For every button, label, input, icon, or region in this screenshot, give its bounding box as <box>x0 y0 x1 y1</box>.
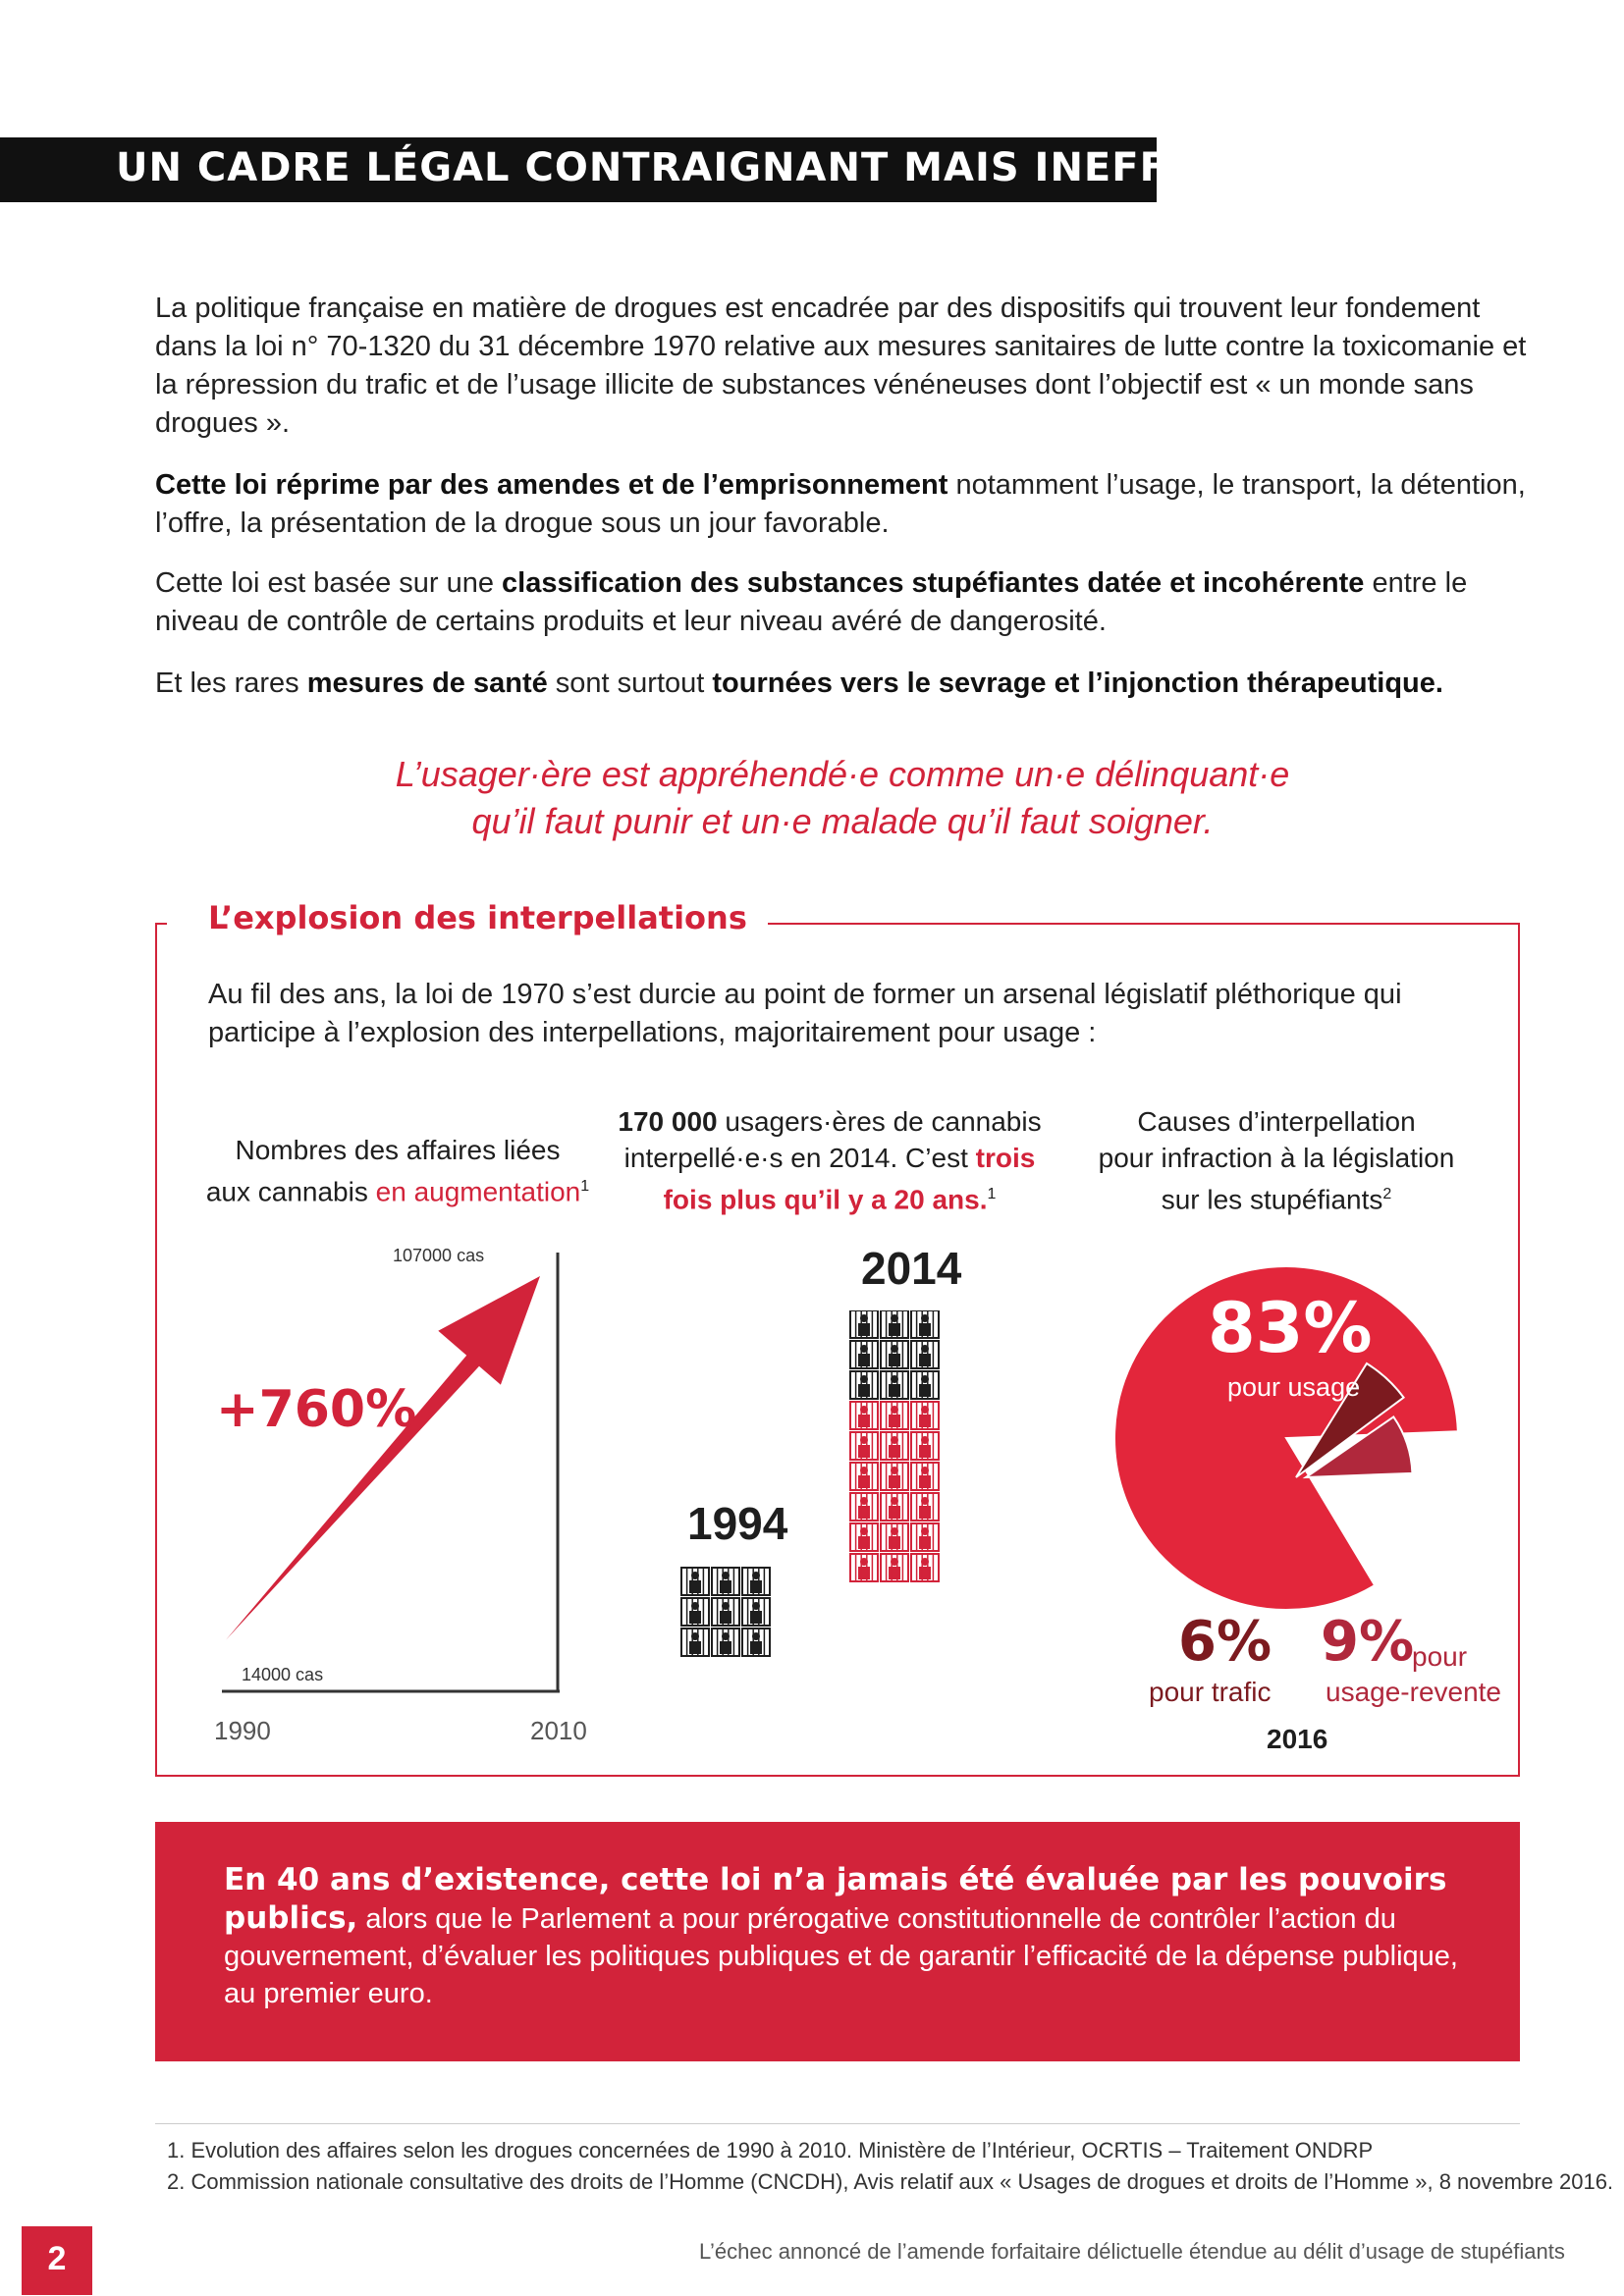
intro-p2-rest: notamment l’usage, le transport, la détention, l’offre, la présentation de la drogue sous un jour favorable. <box>155 469 1526 539</box>
growth-arrow <box>226 1276 540 1640</box>
start-value-label: 14000 cas <box>242 1665 324 1684</box>
intro-paragraph-3 <box>155 564 1530 641</box>
year-1994-label: 1994 <box>687 1498 788 1549</box>
pictogram-icon-22 <box>881 1432 908 1460</box>
pictogram-icon-21 <box>850 1432 878 1460</box>
footnote-1: 1. Evolution des affaires selon les drogues concernées de 1990 à 2010. Ministère de l’Intérieur, OCRTIS – Traitement ONDRP <box>167 2138 1374 2163</box>
quote-line-1: L’usager·ère est appréhendé·e comme un·e délinquant·e <box>395 754 1290 794</box>
pictogram-icon-2 <box>742 1568 770 1595</box>
pie-usage-value: 83% <box>1208 1288 1373 1368</box>
conclusion-text <box>224 1861 1481 2012</box>
pie-revente-label-2: usage-revente <box>1326 1677 1502 1707</box>
pictogram-icon-30 <box>850 1523 878 1551</box>
pictogram-icon-3 <box>681 1598 709 1626</box>
col2-footnote-ref: 1 <box>987 1186 997 1202</box>
pictogram-icon-18 <box>850 1402 878 1429</box>
pictogram-icon-16 <box>881 1371 908 1399</box>
page-number: 2 <box>47 2240 67 2277</box>
col1-heading-highlight: en augmentation <box>375 1176 581 1207</box>
title-bar <box>0 137 1302 202</box>
col3-heading-line1: Causes d’interpellation <box>1137 1106 1416 1137</box>
col2-heading-highlight-2: fois plus qu’il y a 20 ans. <box>663 1184 988 1215</box>
growth-chart <box>187 1237 619 1747</box>
pictogram-icon-7 <box>712 1629 739 1656</box>
intro-p4-mid: sont surtout <box>547 667 713 699</box>
col3-heading <box>1070 1103 1483 1217</box>
pictogram-icon-29 <box>911 1493 939 1521</box>
pictogram-icon-8 <box>742 1629 770 1656</box>
pictogram-icon-34 <box>881 1554 908 1581</box>
pictogram-icon-0 <box>681 1568 709 1595</box>
pictogram-icon-13 <box>881 1341 908 1368</box>
col2-heading-line2: interpellé·e·s en 2014. C’est <box>623 1143 976 1173</box>
pictogram-icon-10 <box>881 1310 908 1338</box>
pictogram-icon-24 <box>850 1463 878 1490</box>
intro-p2-bold: Cette loi réprime par des amendes et de l’emprisonnement <box>155 469 948 501</box>
x-tick-end: 2010 <box>530 1716 587 1745</box>
pictogram-icon-19 <box>881 1402 908 1429</box>
col1-heading <box>187 1132 609 1209</box>
pictogram-icon-35 <box>911 1554 939 1581</box>
footer-caption: L’échec annoncé de l’amende forfaitaire délictuelle étendue au délit d’usage de stupéfiants <box>699 2239 1565 2264</box>
pictogram-icon-33 <box>850 1554 878 1581</box>
intro-p4-bold2: tournées vers le sevrage et l’injonction thérapeutique. <box>712 667 1443 699</box>
intro-p3-bold: classification des substances stupéfiantes datée et incohérente <box>502 567 1365 599</box>
intro-p3-rest: entre le niveau de contrôle de certains produits et leur niveau avéré de dangerosité. <box>155 567 1468 637</box>
pictogram-icon-27 <box>850 1493 878 1521</box>
col1-heading-line2: aux cannabis <box>205 1176 376 1207</box>
year-2014-label: 2014 <box>861 1243 962 1294</box>
pictogram-icon-32 <box>911 1523 939 1551</box>
pie-year-label: 2016 <box>1267 1724 1328 1754</box>
x-tick-start: 1990 <box>214 1716 271 1745</box>
col1-footnote-ref: 1 <box>580 1178 590 1195</box>
pictogram-icon-15 <box>850 1371 878 1399</box>
pictogram-icon-25 <box>881 1463 908 1490</box>
col1-heading-line1: Nombres des affaires liées <box>235 1135 561 1165</box>
pictogram-icon-9 <box>850 1310 878 1338</box>
pictogram-icon-12 <box>850 1341 878 1368</box>
end-value-label: 107000 cas <box>393 1246 485 1265</box>
section-text: Au fil des ans, la loi de 1970 s’est durcie au point de former un arsenal législatif pléthorique qui participe à l’explosion des interpellations, majoritairement pour usage : <box>208 979 1402 1048</box>
pictogram-icon-31 <box>881 1523 908 1551</box>
pictogram-icon-17 <box>911 1371 939 1399</box>
pie-revente-label-1: pour <box>1412 1641 1468 1672</box>
intro-p3-start: Cette loi est basée sur une <box>155 567 503 599</box>
pie-usage-label: pour usage <box>1227 1372 1361 1402</box>
pictogram-icon-1 <box>712 1568 739 1595</box>
pictogram-icon-6 <box>681 1629 709 1656</box>
pictogram-icon-4 <box>712 1598 739 1626</box>
pictogram-group <box>681 1310 939 1656</box>
col3-heading-line3: sur les stupéfiants <box>1161 1184 1383 1215</box>
conclusion-rest: alors que le Parlement a pour prérogative constitutionnelle de contrôler l’action du gouvernement, d’évaluer les politiques publiques et de garantir l’efficacité de la dépense publique, au premier euro. <box>224 1903 1458 2009</box>
intro-paragraph-1 <box>155 290 1530 443</box>
col3-heading-line2: pour infraction à la législation <box>1098 1143 1455 1173</box>
pictogram-chart <box>677 1310 1001 1703</box>
col2-heading-number: 170 000 <box>618 1106 718 1137</box>
conclusion-bold: En 40 ans d’existence, cette loi n’a jamais été évaluée par les pouvoirs publics, <box>224 1862 1447 1936</box>
pie-trafic-label: pour trafic <box>1149 1677 1272 1707</box>
pie-revente-value: 9% <box>1321 1610 1415 1674</box>
footnote-2: 2. Commission nationale consultative des droits de l’Homme (CNCDH), Avis relatif aux « Usages de drogues et droits de l’Homme », 8 novembre 2016. <box>167 2169 1614 2194</box>
intro-p4-start: Et les rares <box>155 667 307 699</box>
pictogram-icon-14 <box>911 1341 939 1368</box>
col2-heading <box>599 1103 1060 1217</box>
page-number-box <box>22 2226 92 2295</box>
col3-footnote-ref: 2 <box>1382 1186 1392 1202</box>
intro-paragraph-2 <box>155 466 1530 543</box>
col2-heading-highlight: trois <box>975 1143 1036 1173</box>
section-title: L’explosion des interpellations <box>208 899 747 936</box>
pull-quote <box>155 751 1530 845</box>
pictogram-icon-20 <box>911 1402 939 1429</box>
intro-p1-text: La politique française en matière de drogues est encadrée par des dispositifs qui trouvent leur fondement dans la loi n° 70-1320 du 31 décembre 1970 relative aux mesures sanitaires de lutte contre la toxicomanie et la répression du trafic et de l’usage illicite de substances vénéneuses dont l’objectif est « un monde sans drogues ». <box>155 293 1527 439</box>
pictogram-icon-23 <box>911 1432 939 1460</box>
col2-heading-line1: usagers·ères de cannabis <box>717 1106 1042 1137</box>
growth-percentage: +760% <box>216 1380 417 1439</box>
intro-paragraph-4 <box>155 665 1530 703</box>
quote-line-2: qu’il faut punir et un·e malade qu’il faut soigner. <box>471 801 1214 841</box>
pie-trafic-value: 6% <box>1178 1610 1272 1674</box>
pictogram-icon-11 <box>911 1310 939 1338</box>
pictogram-icon-5 <box>742 1598 770 1626</box>
pictogram-icon-28 <box>881 1493 908 1521</box>
intro-p4-bold1: mesures de santé <box>306 667 548 699</box>
footnote-divider <box>155 2123 1520 2124</box>
pictogram-icon-26 <box>911 1463 939 1490</box>
page-title: UN CADRE LÉGAL CONTRAIGNANT MAIS INEFFICACE <box>116 145 1302 190</box>
